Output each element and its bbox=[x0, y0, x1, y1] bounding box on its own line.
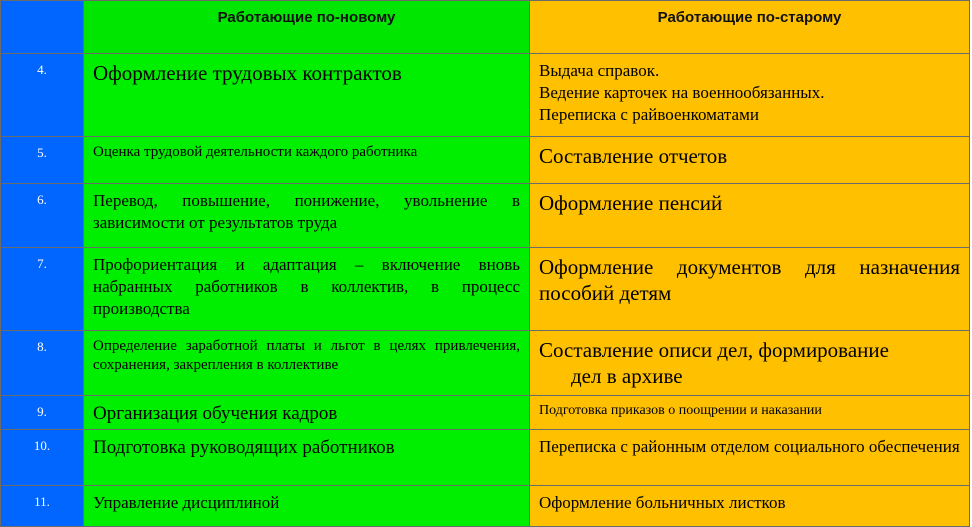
header-new-way: Работающие по-новому bbox=[84, 1, 530, 54]
row-number: 7. bbox=[1, 248, 84, 331]
header-row bbox=[1, 1, 970, 54]
old-way-cell: Подготовка приказов о поощрении и наказании bbox=[530, 396, 970, 430]
new-way-cell: Управление дисциплиной bbox=[84, 486, 530, 527]
row-number: 5. bbox=[1, 137, 84, 184]
table-row bbox=[1, 54, 970, 137]
table-row bbox=[1, 430, 970, 486]
header-old-way: Работающие по-старому bbox=[530, 1, 970, 54]
old-way-line: дел в архиве bbox=[571, 364, 683, 388]
row-number: 11. bbox=[1, 486, 84, 527]
new-way-cell: Определение заработной платы и льгот в целях привлечения, сохранения, закрепления в коллективе bbox=[84, 331, 530, 396]
old-way-cell bbox=[530, 331, 970, 396]
new-way-cell: Профориентация и адаптация – включение вновь набранных работников в коллектив, в процесс производства bbox=[84, 248, 530, 331]
old-way-cell bbox=[530, 54, 970, 137]
table-row bbox=[1, 248, 970, 331]
header-number-cell bbox=[1, 1, 84, 54]
old-way-line: Выдача справок. bbox=[539, 61, 660, 80]
new-way-cell: Оценка трудовой деятельности каждого работника bbox=[84, 137, 530, 184]
row-number: 6. bbox=[1, 184, 84, 248]
new-way-cell: Перевод, повышение, понижение, увольнение в зависимости от результатов труда bbox=[84, 184, 530, 248]
row-number: 4. bbox=[1, 54, 84, 137]
old-way-cell: Переписка с районным отделом социального обеспечения bbox=[530, 430, 970, 486]
table-row bbox=[1, 137, 970, 184]
old-way-line: Ведение карточек на военнообязанных. bbox=[539, 83, 825, 102]
new-way-cell: Организация обучения кадров bbox=[84, 396, 530, 430]
old-way-cell: Оформление больничных листков bbox=[530, 486, 970, 527]
row-number: 9. bbox=[1, 396, 84, 430]
old-way-line: Составление описи дел, формирование bbox=[539, 338, 889, 362]
row-number: 10. bbox=[1, 430, 84, 486]
table-row bbox=[1, 486, 970, 527]
table-row bbox=[1, 184, 970, 248]
old-way-cell: Оформление документов для назначения пособий детям bbox=[530, 248, 970, 331]
old-way-line: Переписка с райвоенкоматами bbox=[539, 105, 759, 124]
table-row bbox=[1, 331, 970, 396]
new-way-cell: Оформление трудовых контрактов bbox=[84, 54, 530, 137]
old-way-cell: Оформление пенсий bbox=[530, 184, 970, 248]
new-way-cell: Подготовка руководящих работников bbox=[84, 430, 530, 486]
table-row bbox=[1, 396, 970, 430]
row-number: 8. bbox=[1, 331, 84, 396]
old-way-cell: Составление отчетов bbox=[530, 137, 970, 184]
